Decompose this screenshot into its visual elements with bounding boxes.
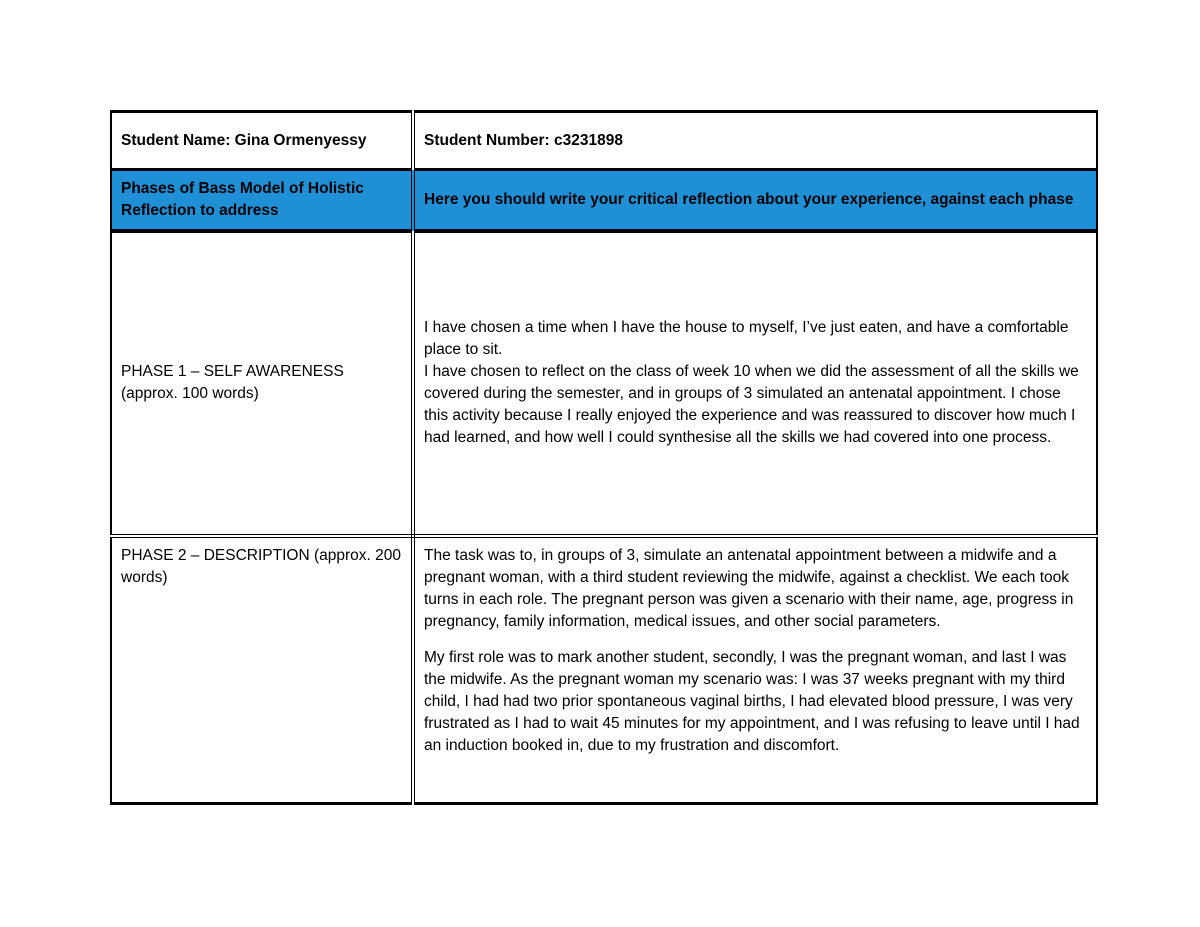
phase-2-paragraph: My first role was to mark another student, secondly, I was the pregnant woman, and last I was the midwife. As the pregnant woman my scenario was: I was 37 weeks pregnant with my third child, I had had two prior spontaneous vaginal births, I had elevated blood pressure, I was very frustrated as I had to wait 45 minutes for my appointment, and I was refusing to leave until I had an induction booked in, due to my frustration and discomfort.	[424, 648, 1080, 754]
phase-2-text	[413, 536, 1097, 804]
reflection-table	[110, 110, 1098, 805]
phase-2-row	[111, 536, 1097, 804]
phase-1-row	[111, 231, 1097, 536]
student-name: Student Name: Gina Ormenyessy	[111, 112, 413, 170]
phase-2-title: PHASE 2 – DESCRIPTION (approx. 200 words)	[111, 536, 413, 804]
student-info-row	[111, 112, 1097, 170]
phase-1-text: I have chosen a time when I have the house to myself, I’ve just eaten, and have a comfortable place to sit. I have chosen to reflect on the class of week 10 when we did the assessment of all the skills we covered during the semester, and in groups of 3 simulated an antenatal appointment. I chose this activity because I really enjoyed the experience and was reassured to discover how much I had learned, and how well I could synthesise all the skills we had covered into one process.	[413, 231, 1097, 536]
student-number: Student Number: c3231898	[413, 112, 1097, 170]
phase-1-title: PHASE 1 – SELF AWARENESS (approx. 100 words)	[111, 231, 413, 536]
table-header-row	[111, 170, 1097, 231]
phase-2-paragraph: The task was to, in groups of 3, simulate an antenatal appointment between a midwife and a pregnant woman, with a third student reviewing the midwife, against a checklist. We each took turns in each role. The pregnant person was given a scenario with their name, age, progress in pregnancy, family information, medical issues, and other social parameters.	[424, 546, 1074, 630]
phases-header: Phases of Bass Model of Holistic Reflection to address	[111, 170, 413, 231]
reflection-header: Here you should write your critical reflection about your experience, against each phase	[413, 170, 1097, 231]
